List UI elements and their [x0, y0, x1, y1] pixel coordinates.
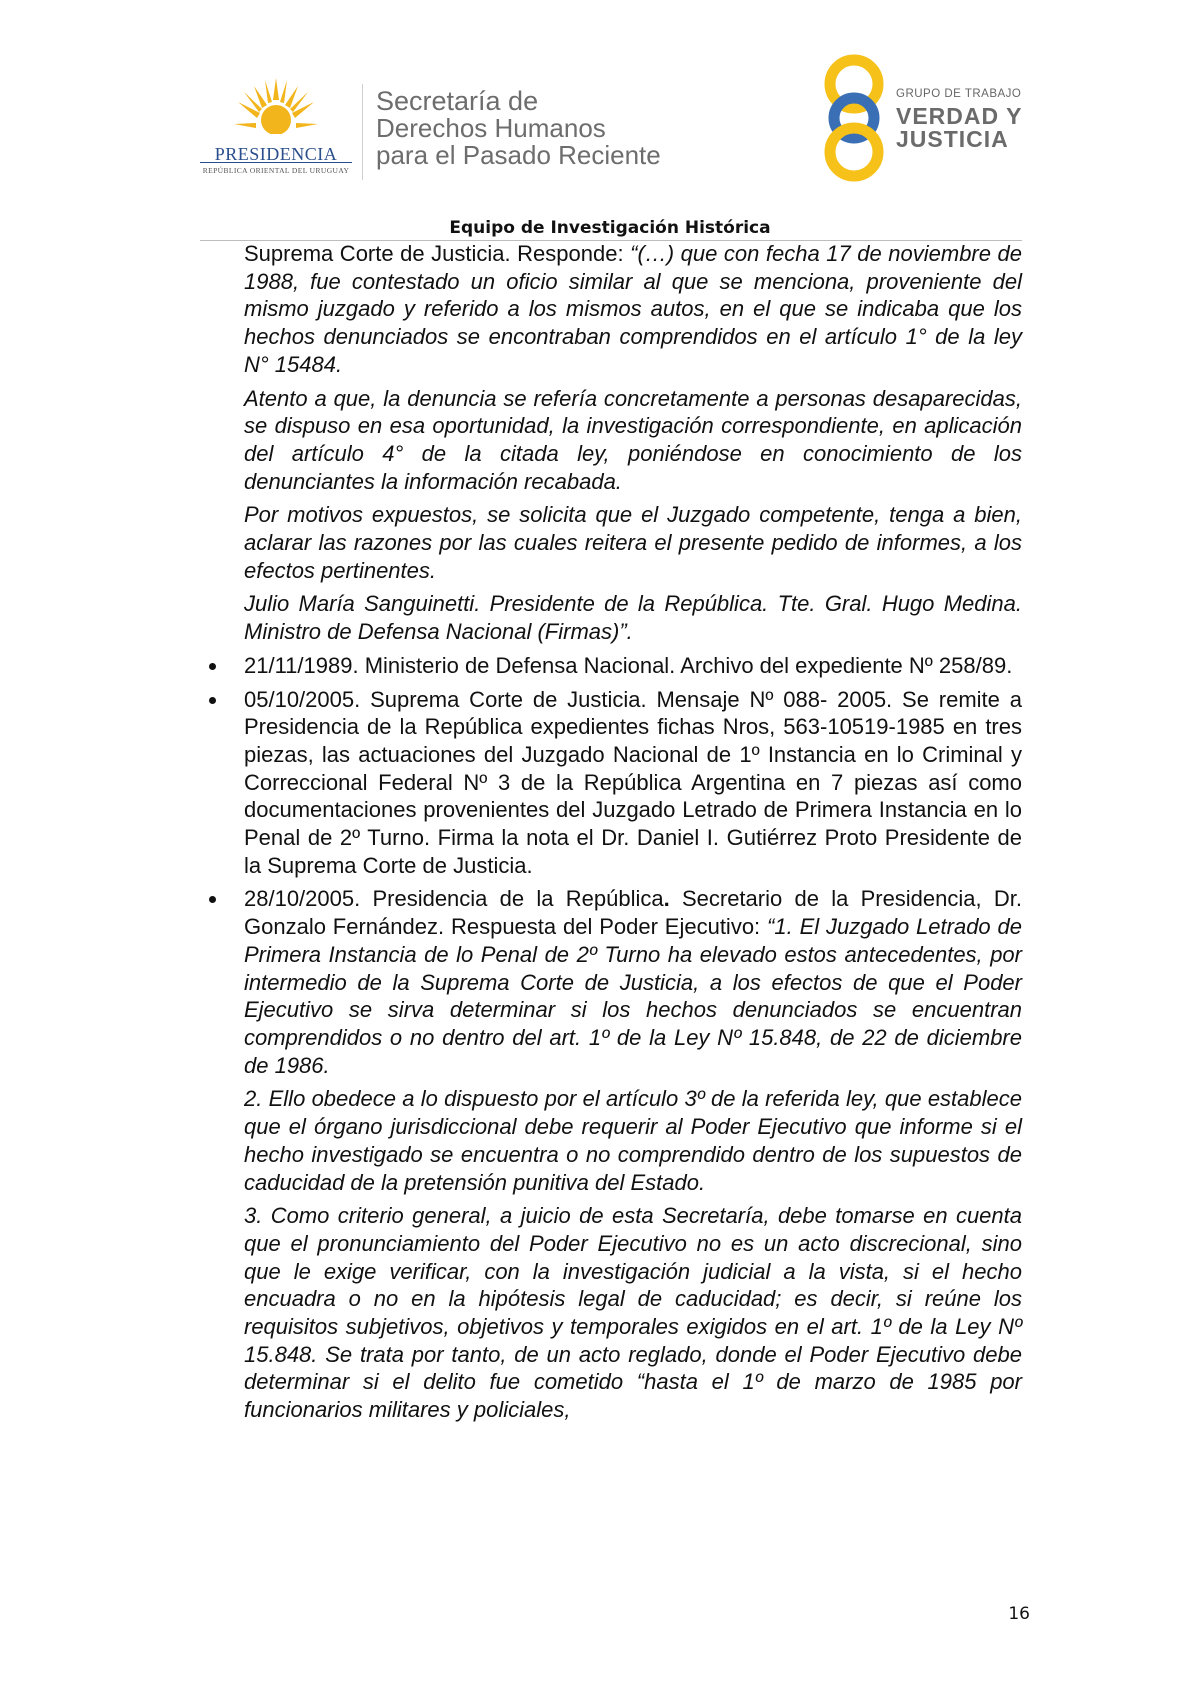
list-item [244, 686, 1022, 880]
verdad-justicia-logo [820, 54, 1030, 184]
bullet-1-text: 21/11/1989. Ministerio de Defensa Nacional. Archivo del expediente Nº 258/89. [244, 652, 1013, 678]
logo-divider [362, 84, 363, 180]
bullet-icon [209, 896, 216, 903]
paragraph-4: Julio María Sanguinetti. Presidente de la República. Tte. Gral. Hugo Medina. Ministro de Defensa Nacional (Firmas)”. [244, 591, 1022, 645]
list-item [244, 885, 1022, 1423]
paragraph-1 [244, 240, 1022, 379]
secretaria-line-1: Secretaría de [376, 86, 539, 116]
document-body [244, 240, 1022, 1430]
page-number: 16 [1008, 1604, 1030, 1624]
page-header [0, 0, 1190, 238]
presidencia-logo [196, 78, 356, 178]
team-title: Equipo de Investigación Histórica [449, 218, 771, 238]
presidencia-subtitle: REPÚBLICA ORIENTAL DEL URUGUAY [202, 166, 350, 175]
secretaria-logo-text [376, 88, 661, 169]
bullet-3-text [244, 885, 1022, 1079]
verdad-label: VERDAD Y [896, 103, 1023, 129]
secretaria-line-3: para el Pasado Reciente [376, 140, 661, 170]
paragraph-1-italic: “(…) que con fecha 17 de noviembre de 1988, fue contestado un oficio similar al que se menciona, proveniente del mismo juzgado y referido a los mismos autos, en el que se indicaba que los hechos denunciados se encontraban comprendidos en el artículo 1° de la ley N° 15484. [244, 241, 1023, 377]
bullet-icon [209, 697, 216, 704]
bullet-3-italic: “1. El Juzgado Letrado de Primera Instancia de lo Penal de 2º Turno ha elevado estos antecedentes, por intermedio de la Suprema Corte de Justicia, a los efectos de que el Poder Ejecutivo se sirva determinar si los hechos denunciados se encuentran comprendidos o no dentro del art. 1º de la Ley Nº 15.848, de 22 de diciembre de 1986. [244, 914, 1023, 1078]
bullet-2-text: 05/10/2005. Suprema Corte de Justicia. Mensaje Nº 088- 2005. Se remite a Presidencia de la República expedientes fichas Nros, 563-10519-1985 en tres piezas, las actuaciones del Juzgado Nacional de 1º Instancia en lo Criminal y Correccional Federal Nº 3 de la República Argentina en 7 piezas así como documentaciones provenientes del Juzgado Letrado de Primera Instancia en lo Penal de 2º Turno. Firma la nota el Dr. Daniel I. Gutiérrez Proto Presidente de la Suprema Corte de Justicia. [244, 686, 1022, 878]
bullet-3-normal: Secretario de la Presidencia, Dr. Gonzalo Fernández. Respuesta del Poder Ejecutivo: [244, 886, 1022, 940]
bullet-icon [209, 663, 216, 670]
paragraph-6: 3. Como criterio general, a juicio de esta Secretaría, debe tomarse en cuenta que el pronunciamiento del Poder Ejecutivo no es un acto discrecional, sino que le exige verificar, con la investigación judicial a la vista, si el hecho encuadra o no en la hipótesis legal de caducidad; es decir, si reúne los requisitos subjetivos, objetivos y temporales exigidos en el art. 1º de la Ley Nº 15.848. Se trata por tanto, de un acto reglado, donde el Poder Ejecutivo debe determinar si el delito fue cometido “hasta el 1º de marzo de 1985 por funcionarios militares y policiales, [244, 1203, 1022, 1423]
bullet-3-dot: . [663, 886, 670, 912]
paragraph-5: 2. Ello obedece a lo dispuesto por el artículo 3º de la referida ley, que establece que el órgano jurisdiccional debe requerir al Poder Ejecutivo que informe si el hecho investigado se encuentra o no comprendido dentro de los supuestos de caducidad de la pretensión punitiva del Estado. [244, 1086, 1022, 1195]
justicia-label: JUSTICIA [896, 126, 1009, 152]
paragraph-3: Por motivos expuestos, se solicita que el Juzgado competente, tenga a bien, aclarar las razones por las cuales reitera el presente pedido de informes, a los efectos pertinentes. [244, 502, 1022, 583]
secretaria-line-2: Derechos Humanos [376, 113, 606, 143]
list-item [244, 652, 1022, 680]
grupo-label: GRUPO DE TRABAJO [896, 88, 1022, 100]
bullet-3-lead: 28/10/2005. Presidencia de la República [244, 886, 664, 912]
rings-icon [820, 54, 892, 184]
paragraph-2: Atento a que, la denuncia se refería concretamente a personas desaparecidas, se dispuso en esa oportunidad, la investigación correspondiente, en aplicación del artículo 4° de la citada ley, poniéndose en conocimiento de los denunciantes la información recabada. [244, 385, 1022, 494]
paragraph-1-normal: Suprema Corte de Justicia. Responde: [244, 241, 631, 266]
presidencia-name: PRESIDENCIA [214, 144, 338, 164]
sun-icon [234, 78, 318, 140]
